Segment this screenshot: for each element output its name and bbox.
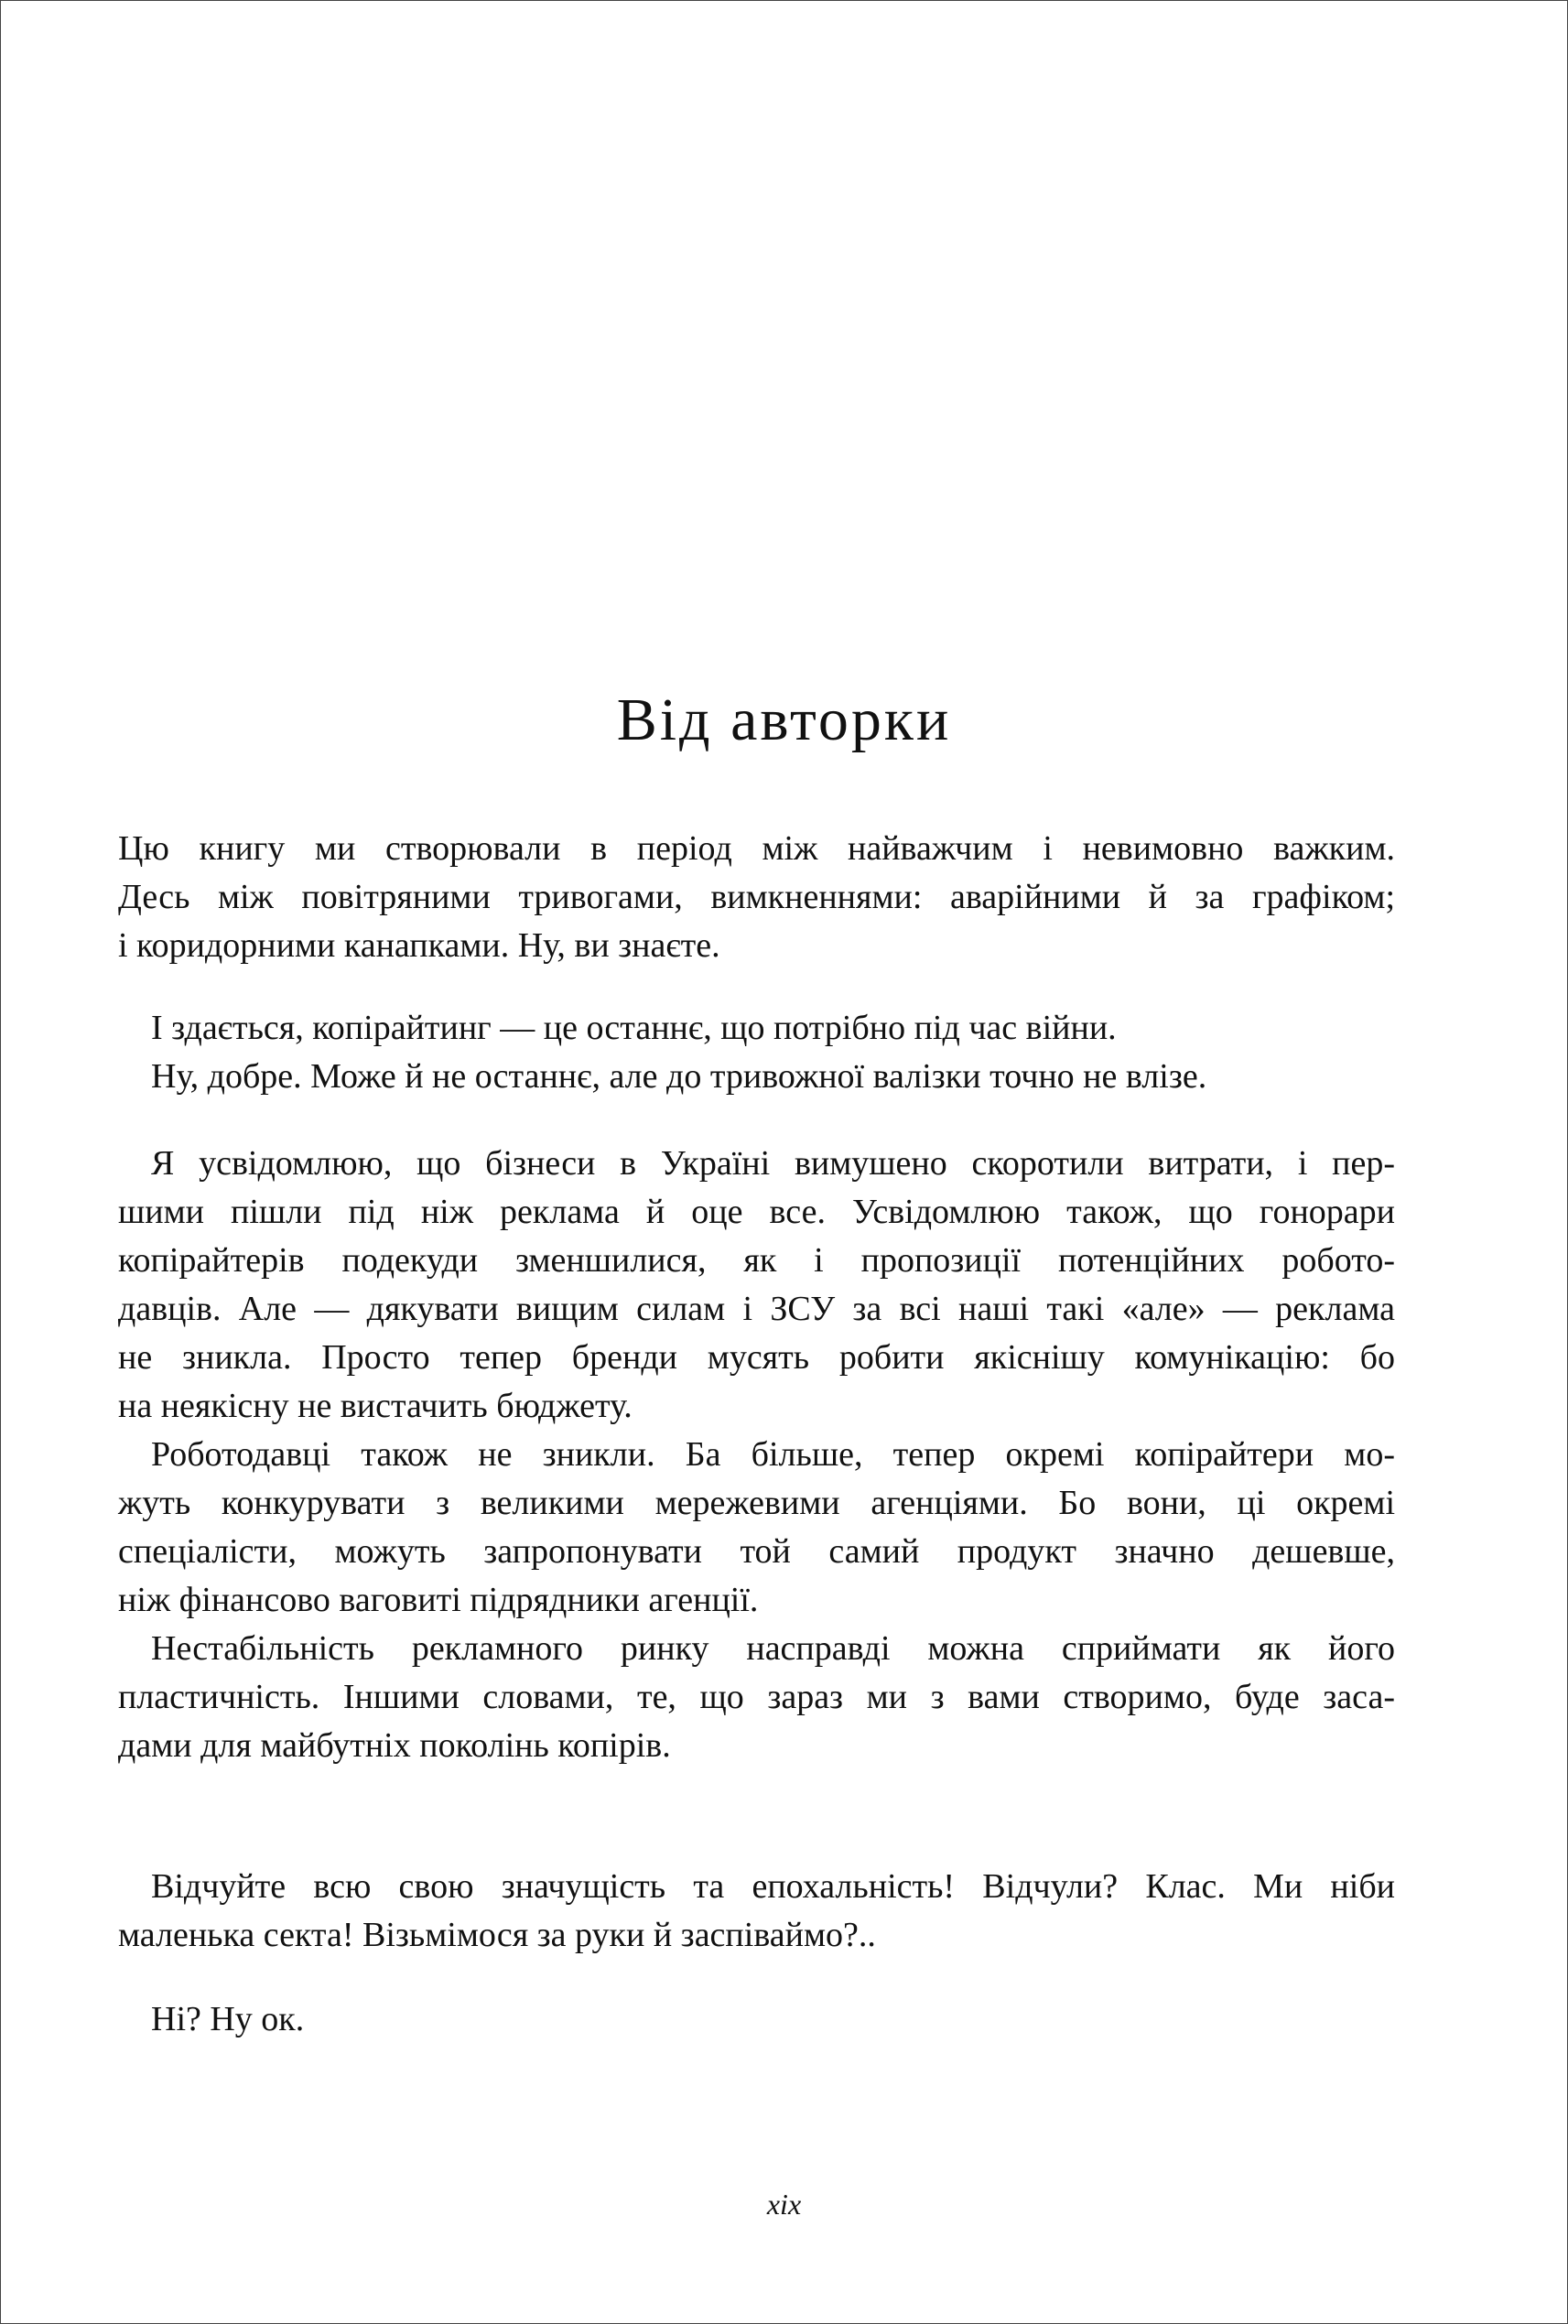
text-line: Десь між повітряними тривогами, вимкненнями: аварійними й за графіком; [118, 878, 1395, 916]
paragraph-feel [118, 1863, 1395, 1960]
chapter-heading: Від авторки [616, 686, 952, 753]
text-line: Відчуйте всю свою значущість та епохальність! Відчули? Клас. Ми ніби [151, 1867, 1395, 1906]
text-line: дами для майбутніх поколінь копірів. [118, 1726, 671, 1765]
text-line: Роботодавці також не зникли. Ба більше, тепер окремі копірайтери мо- [151, 1435, 1395, 1474]
text-line: Цю книгу ми створювали в період між найважчим і невимовно важким. [118, 829, 1395, 868]
page-number: xix [766, 2188, 802, 2221]
text-line: Я усвідомлюю, що бізнеси в Україні вимушено скоротили витрати, і пер- [151, 1144, 1395, 1183]
text-line: Нестабільність рекламного ринку насправді можна сприймати як його [151, 1629, 1395, 1668]
text-line: на неякісну не вистачить бюджету. [118, 1387, 633, 1425]
text-line: і коридорними канапками. Ну, ви знаєте. [118, 926, 720, 965]
text-line: давців. Але — дякувати вищим силам і ЗСУ за всі наші такі «але» — реклама [118, 1290, 1395, 1328]
text-line: спеціалісти, можуть запропонувати той самий продукт значно дешевше, [118, 1532, 1395, 1571]
text-line: жуть конкурувати з великими мережевими агенціями. Бо вони, ці окремі [118, 1484, 1395, 1522]
paragraph-closing [118, 1995, 1395, 2044]
text-line: І здається, копірайтинг — це останнє, що потрібно під час війни. [151, 1009, 1117, 1047]
text-line: Ні? Ну ок. [151, 2000, 305, 2038]
paragraph-business [118, 1140, 1395, 1770]
paragraph-intro [118, 825, 1395, 970]
text-line: пластичність. Іншими словами, те, що зараз ми з вами створимо, буде заса- [118, 1678, 1395, 1716]
text-line: ніж фінансово ваговиті підрядники агенції. [118, 1581, 759, 1619]
text-line: копірайтерів подекуди зменшилися, як і пропозиції потенційних робото- [118, 1241, 1395, 1280]
text-line: Ну, добре. Може й не останнє, але до тривожної валізки точно не влізе. [151, 1057, 1207, 1096]
text-line: шими пішли під ніж реклама й оце все. Усвідомлюю також, що гонорари [118, 1193, 1395, 1231]
text-line: не зникла. Просто тепер бренди мусять робити якіснішу комунікацію: бо [118, 1338, 1395, 1377]
text-line: маленька секта! Візьмімося за руки й заспіваймо?.. [118, 1916, 876, 1954]
paragraph-war [118, 1004, 1395, 1101]
